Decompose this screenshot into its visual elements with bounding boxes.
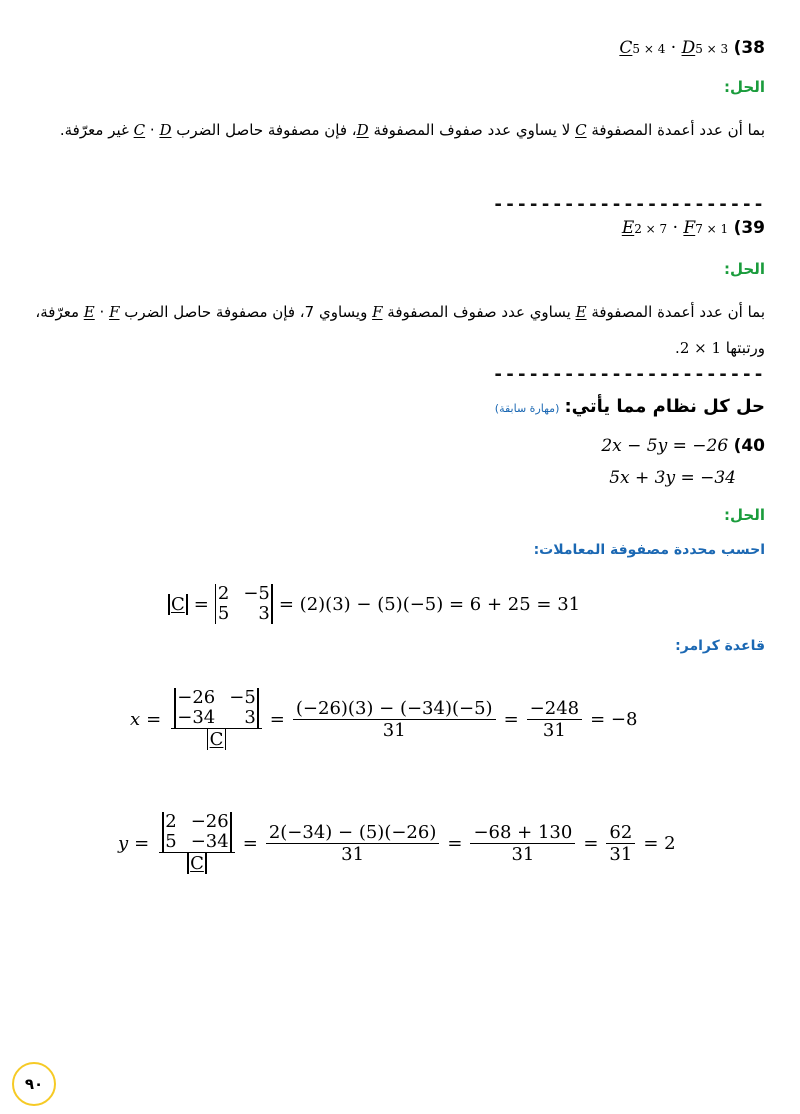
question-number-40: (40 <box>733 436 765 456</box>
x-expansion-fraction: $\frac{(-26)(3) - (-34)(-5)}{31}$ <box>293 698 496 741</box>
matrix-c: C <box>619 38 633 58</box>
y-result: = 2 <box>643 832 676 854</box>
q39-header <box>622 218 765 238</box>
x-solution: x = −26 −5 −34 3 C = $\frac{(-26)(3) - (-34)(-5)}{31}$ = $\frac{-248}{31}$ = −8 <box>130 687 638 750</box>
matrix-f-dim: 7 × 1 <box>695 222 729 236</box>
matrix-c-ref: C <box>575 121 587 139</box>
x-result: = −8 <box>590 708 638 730</box>
section-title: حل كل نظام مما يأتي: <box>564 396 765 417</box>
x-result-fraction: $\frac{-248}{31}$ <box>527 698 582 741</box>
equation-1: 2x − 5y = −26 <box>601 436 729 456</box>
x-cramer-fraction: −26 −5 −34 3 C <box>171 688 262 750</box>
matrix-e: E <box>621 218 635 238</box>
matrix-f: F <box>683 218 696 238</box>
q38-solution-label: الحل: <box>724 78 765 96</box>
page-number: ٩٠ <box>12 1062 56 1106</box>
q40-solution-label: الحل: <box>724 506 765 524</box>
det-c: C <box>168 594 188 615</box>
skill-tag: (مهارة سابقة) <box>494 402 560 415</box>
q38-header <box>619 38 765 58</box>
y-matrix: 2 −26 5 −34 <box>162 812 231 852</box>
determinant-equation: C = 2 −5 5 3 = (2)(3) − (5)(−5) = 6 + 25 = 31 <box>168 584 580 624</box>
y-expansion-fraction: $\frac{2(-34) - (5)(-26)}{31}$ <box>266 822 440 865</box>
matrix-d-ref: D <box>356 121 369 139</box>
matrix-f-ref: F <box>372 303 383 321</box>
question-number-38: (38 <box>733 38 765 58</box>
q39-solution-text: بما أن عدد أعمدة المصفوفة E يساوي عدد صفوف المصفوفة F ويساوي 7، فإن مصفوفة حاصل الضرب E · F معرّفة، ورتبتها 2 × 1. <box>35 303 765 357</box>
section-heading <box>495 396 765 417</box>
y-solution: y = 2 −26 5 −34 C = $\frac{2(-34) - (5)(-26)}{31}$ = $\frac{-68 + 130}{31}$ = $\frac{62}{31}$ = 2 <box>118 811 676 874</box>
question-number-39: (39 <box>733 218 765 238</box>
det-expansion: = (2)(3) − (5)(−5) = 6 + 25 = 31 <box>278 593 581 615</box>
product-order: 2 × 1 <box>679 339 722 357</box>
matrix-e-dim: 2 × 7 <box>634 222 668 236</box>
divider-2: ----------------------- <box>492 364 765 385</box>
q40-equations <box>601 436 765 456</box>
matrix-d-dim: 5 × 3 <box>695 42 729 56</box>
product-ef: E · F <box>83 303 120 321</box>
dot-operator: · <box>672 218 678 238</box>
matrix-e-ref: E <box>575 303 587 321</box>
dot-operator: · <box>670 38 677 58</box>
det-matrix: 2 −5 5 3 <box>215 584 273 624</box>
matrix-c-dim: 5 × 4 <box>632 42 666 56</box>
q39-solution-label: الحل: <box>724 260 765 278</box>
product-cd: C · D <box>133 121 172 139</box>
cramer-label: قاعدة كرامر: <box>675 638 765 654</box>
y-result-fraction: $\frac{62}{31}$ <box>606 822 635 865</box>
q38-solution-text: بما أن عدد أعمدة المصفوفة C لا يساوي عدد صفوف المصفوفة D، فإن مصفوفة حاصل الضرب C · D غير معرّفة. <box>59 121 765 139</box>
y-cramer-fraction: 2 −26 5 −34 C <box>159 812 234 874</box>
equation-2: 5x + 3y = −34 <box>609 468 736 488</box>
divider-1: ----------------------- <box>492 194 765 215</box>
y-sum-fraction: $\frac{-68 + 130}{31}$ <box>470 822 575 865</box>
x-matrix: −26 −5 −34 3 <box>174 688 259 728</box>
matrix-d: D <box>681 38 696 58</box>
determinant-label: احسب محددة مصفوفة المعاملات: <box>533 542 765 558</box>
